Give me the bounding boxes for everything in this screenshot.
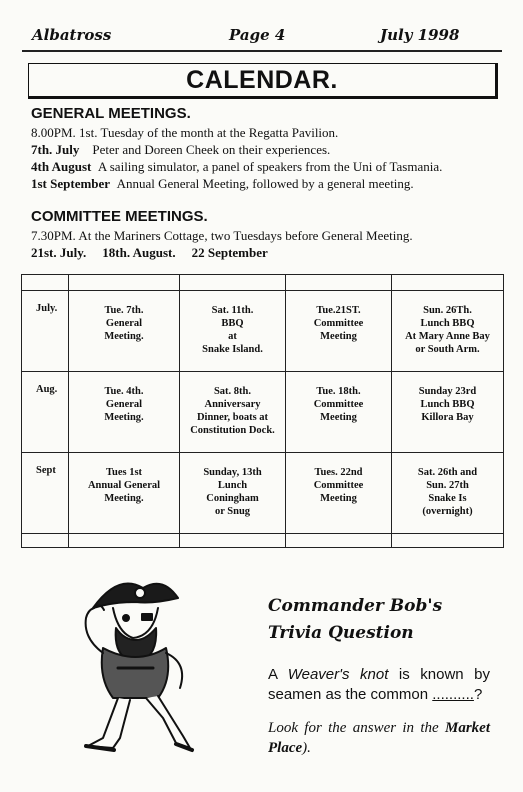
table-footer-row	[22, 534, 504, 548]
event-cell: Sat. 26th and Sun. 27th Snake Is (overnight)	[392, 453, 504, 534]
table-row	[22, 291, 504, 372]
event-cell: Sun. 26Th. Lunch BBQ At Mary Anne Bay or South Arm.	[392, 291, 504, 372]
page-header	[0, 26, 523, 46]
event-cell: Sunday, 13th Lunch Coningham or Snug	[180, 453, 286, 534]
answer-blank: ..........	[432, 686, 474, 703]
event-cell: Sat. 8th. Anniversary Dinner, boats at Constitution Dock.	[180, 372, 286, 453]
calendar-title-box	[28, 63, 498, 99]
committee-meetings-heading: COMMITTEE MEETINGS.	[31, 208, 208, 225]
event-cell: Sat. 11th. BBQ at Snake Island.	[180, 291, 286, 372]
trivia-title-line: Trivia Question	[268, 623, 414, 643]
general-meeting-september	[31, 176, 414, 192]
meeting-date: 4th August	[31, 159, 92, 174]
committee-dates	[31, 245, 284, 261]
knot-term: Weaver's knot	[287, 666, 389, 683]
meeting-topic: A sailing simulator, a panel of speakers from the Uni of Tasmania.	[97, 159, 443, 174]
event-cell: Sunday 23rd Lunch BBQ Killora Bay	[392, 372, 504, 453]
pirate-cartoon-icon	[58, 568, 218, 768]
market-place-ref: Market Place	[268, 720, 490, 756]
trivia-question: A Weaver's knot is known by seamen as the common ..........?	[268, 666, 490, 703]
issue-date: July 1998	[380, 26, 460, 44]
general-meetings-time: 8.00PM. 1st. Tuesday of the month at the Regatta Pavilion.	[31, 125, 339, 140]
committee-date: 21st. July.	[31, 245, 87, 260]
general-meeting-july	[31, 142, 330, 158]
newsletter-title: Albatross	[32, 26, 112, 44]
meeting-topic: Peter and Doreen Cheek on their experiences.	[92, 142, 331, 157]
meeting-date: 7th. July	[31, 142, 80, 157]
events-calendar-table	[21, 274, 504, 548]
calendar-title: CALENDAR.	[186, 66, 338, 94]
table-row	[22, 453, 504, 534]
event-cell: Tue. 4th. General Meeting.	[69, 372, 180, 453]
table-header-row	[22, 275, 504, 291]
month-label: July.	[22, 291, 69, 372]
committee-meetings-time: 7.30PM. At the Mariners Cottage, two Tuesdays before General Meeting.	[31, 228, 413, 243]
month-label: Sept	[22, 453, 69, 534]
committee-date: 22 September	[191, 245, 268, 260]
month-label: Aug.	[22, 372, 69, 453]
general-meeting-august	[31, 159, 442, 175]
general-meetings-heading: GENERAL MEETINGS.	[31, 105, 191, 122]
event-cell: Tue. 7th. General Meeting.	[69, 291, 180, 372]
trivia-answer-hint: Look for the answer in the Market Place).	[268, 720, 490, 756]
table-row	[22, 372, 504, 453]
trivia-title	[268, 593, 508, 647]
event-cell: Tue. 18th. Committee Meeting	[286, 372, 392, 453]
event-cell: Tue.21ST. Committee Meeting	[286, 291, 392, 372]
event-cell: Tues 1st Annual General Meeting.	[69, 453, 180, 534]
header-rule	[22, 50, 502, 52]
meeting-date: 1st September	[31, 176, 111, 191]
page-number: Page 4	[229, 26, 286, 44]
trivia-title-line: Commander Bob's	[268, 596, 443, 616]
event-cell: Tues. 22nd Committee Meeting	[286, 453, 392, 534]
meeting-topic: Annual General Meeting, followed by a general meeting.	[116, 176, 414, 191]
committee-date: 18th. August.	[102, 245, 176, 260]
